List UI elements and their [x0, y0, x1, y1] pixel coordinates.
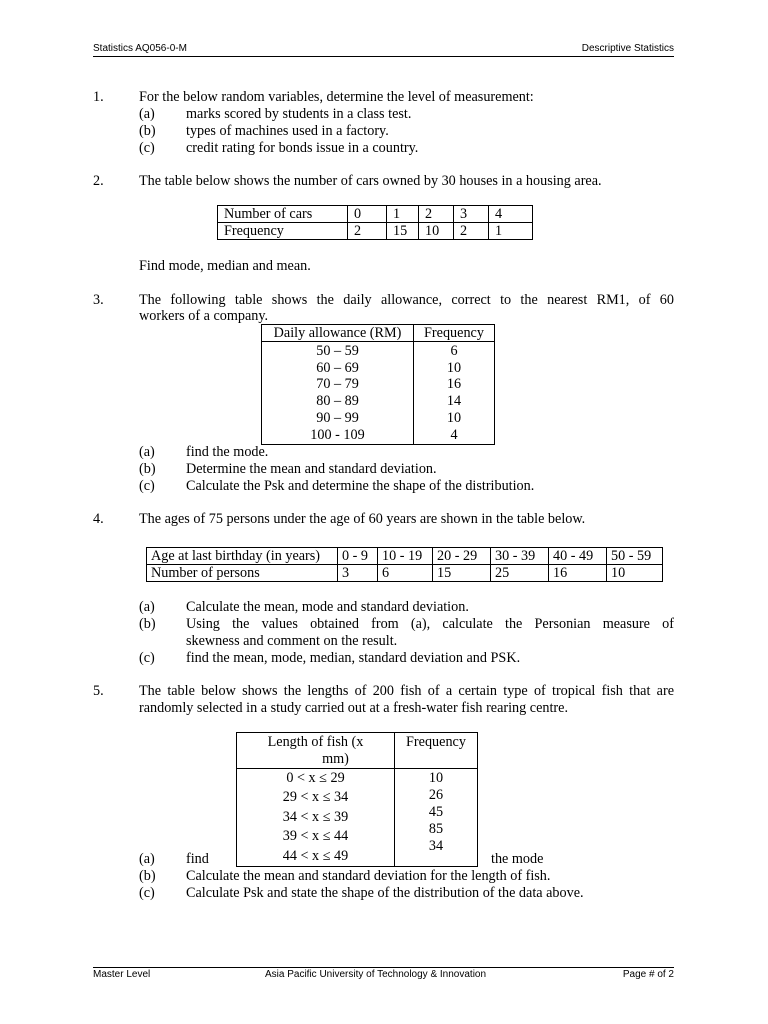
frequency-value: 45 — [428, 804, 444, 820]
q5-c-text: Calculate Psk and state the shape of the distribution of the data above. — [186, 885, 584, 901]
table-cell: 16 — [549, 565, 607, 582]
q5-text-line1: The table below shows the lengths of 200 fish of a certain type of tropical fish that are — [139, 683, 674, 699]
table-row — [218, 223, 533, 240]
q5-number: 5. — [93, 683, 104, 699]
table-cell: 0 — [348, 206, 387, 223]
q4-b-label: (b) — [139, 616, 156, 632]
table-cell: 30 - 39 — [491, 548, 549, 565]
q5-class-column — [237, 769, 395, 867]
q3-a-text: find the mode. — [186, 444, 269, 460]
class-interval: 39 < x ≤ 44 — [282, 828, 349, 845]
table-cell: 10 — [419, 223, 454, 240]
q5-b-text: Calculate the mean and standard deviation for the length of fish. — [186, 868, 551, 884]
q3-frequency-column — [414, 342, 495, 445]
q2-cars-table — [217, 205, 533, 240]
q3-number: 3. — [93, 292, 104, 308]
table-cell: Number of persons — [147, 565, 338, 582]
q4-c-label: (c) — [139, 650, 155, 666]
table-cell: Frequency — [218, 223, 348, 240]
header-topic: Descriptive Statistics — [581, 43, 674, 54]
q5-fish-length-table — [236, 732, 478, 867]
table-cell: 3 — [454, 206, 489, 223]
q4-a-label: (a) — [139, 599, 155, 615]
table-cell: 10 - 19 — [378, 548, 433, 565]
q5-a-text-after: the mode — [491, 851, 544, 867]
class-interval: 100 - 109 — [310, 426, 365, 443]
length-header-line1: Length of fish (x — [267, 734, 364, 750]
q5-frequency-column — [395, 769, 478, 867]
table-row — [262, 342, 495, 445]
table-cell: 20 - 29 — [433, 548, 491, 565]
footer-page-number: Page # of 2 — [622, 969, 674, 980]
frequency-value: 34 — [428, 838, 444, 854]
q2-number: 2. — [93, 173, 104, 189]
q1-text: For the below random variables, determine the level of measurement: — [139, 89, 534, 105]
q5-b-label: (b) — [139, 868, 156, 884]
q4-number: 4. — [93, 511, 104, 527]
frequency-value: 10 — [446, 409, 462, 426]
class-interval: 44 < x ≤ 49 — [282, 847, 349, 864]
class-interval: 90 – 99 — [316, 409, 359, 426]
q3-c-label: (c) — [139, 478, 155, 494]
table-cell: 2 — [348, 223, 387, 240]
q5-c-label: (c) — [139, 885, 155, 901]
table-cell: 40 - 49 — [549, 548, 607, 565]
table-cell: 0 - 9 — [338, 548, 378, 565]
table-cell: 1 — [489, 223, 533, 240]
q3-class-column — [262, 342, 414, 445]
table-cell: 10 — [607, 565, 663, 582]
table-row — [218, 206, 533, 223]
footer-level: Master Level — [93, 969, 151, 980]
table-cell: Number of cars — [218, 206, 348, 223]
page-footer — [93, 967, 674, 980]
table-row — [262, 325, 495, 342]
table-cell: 1 — [387, 206, 419, 223]
q1-number: 1. — [93, 89, 104, 105]
table-header: Frequency — [395, 733, 478, 769]
q3-text-line1: The following table shows the daily allowance, correct to the nearest RM1, of 60 — [139, 292, 674, 308]
q2-instruction: Find mode, median and mean. — [139, 258, 311, 274]
q1-c-text: credit rating for bonds issue in a country. — [186, 140, 419, 156]
class-interval: 60 – 69 — [316, 359, 359, 376]
table-cell: 2 — [419, 206, 454, 223]
q4-ages-table — [146, 547, 663, 582]
q3-a-label: (a) — [139, 444, 155, 460]
q4-b-text-line1: Using the values obtained from (a), calculate the Personian measure of — [186, 616, 674, 632]
q3-allowance-table — [261, 324, 495, 445]
class-interval: 80 – 89 — [316, 393, 359, 410]
table-header — [237, 733, 395, 769]
length-header-line2: mm) — [322, 751, 349, 767]
q2-text: The table below shows the number of cars owned by 30 houses in a housing area. — [139, 173, 602, 189]
class-interval: 29 < x ≤ 34 — [282, 789, 349, 806]
q1-c-label: (c) — [139, 140, 155, 156]
table-cell: 4 — [489, 206, 533, 223]
q4-a-text: Calculate the mean, mode and standard deviation. — [186, 599, 469, 615]
class-interval: 50 – 59 — [316, 343, 359, 359]
table-row — [237, 733, 478, 769]
q1-b-text: types of machines used in a factory. — [186, 123, 389, 139]
table-row — [147, 548, 663, 565]
table-cell: 15 — [387, 223, 419, 240]
table-cell: 50 - 59 — [607, 548, 663, 565]
frequency-value: 85 — [428, 821, 444, 837]
footer-institution: Asia Pacific University of Technology & Innovation — [265, 969, 487, 980]
q1-a-label: (a) — [139, 106, 155, 122]
table-row — [237, 769, 478, 867]
q1-b-label: (b) — [139, 123, 156, 139]
q5-text-line2: randomly selected in a study carried out at a fresh-water fish rearing centre. — [139, 700, 568, 716]
q3-text-line2: workers of a company. — [139, 308, 269, 324]
q4-b-text-line2: skewness and comment on the result. — [186, 633, 398, 649]
class-interval: 70 – 79 — [316, 376, 359, 393]
frequency-value: 10 — [446, 359, 462, 376]
frequency-value: 26 — [428, 787, 444, 803]
q4-c-text: find the mean, mode, median, standard deviation and PSK. — [186, 650, 521, 666]
header-course: Statistics AQ056-0-M — [93, 43, 187, 54]
table-cell: 3 — [338, 565, 378, 582]
q3-b-label: (b) — [139, 461, 156, 477]
q5-a-label: (a) — [139, 851, 155, 867]
table-cell: 15 — [433, 565, 491, 582]
q1-a-text: marks scored by students in a class test. — [186, 106, 412, 122]
class-interval: 34 < x ≤ 39 — [282, 808, 349, 825]
frequency-value: 10 — [428, 770, 444, 786]
page-header — [93, 43, 674, 57]
frequency-value: 16 — [446, 376, 462, 393]
table-cell: 6 — [378, 565, 433, 582]
table-header: Frequency — [414, 325, 495, 342]
q4-text: The ages of 75 persons under the age of 60 years are shown in the table below. — [139, 511, 586, 527]
table-header: Daily allowance (RM) — [262, 325, 414, 342]
q3-c-text: Calculate the Psk and determine the shape of the distribution. — [186, 478, 535, 494]
table-cell: Age at last birthday (in years) — [147, 548, 338, 565]
table-row — [147, 565, 663, 582]
class-interval: 0 < x ≤ 29 — [286, 770, 345, 786]
table-cell: 25 — [491, 565, 549, 582]
frequency-value: 14 — [446, 393, 462, 410]
table-cell: 2 — [454, 223, 489, 240]
frequency-value: 6 — [450, 343, 458, 359]
q5-a-text: find — [186, 851, 209, 867]
frequency-value: 4 — [450, 426, 458, 443]
q3-b-text: Determine the mean and standard deviation. — [186, 461, 437, 477]
